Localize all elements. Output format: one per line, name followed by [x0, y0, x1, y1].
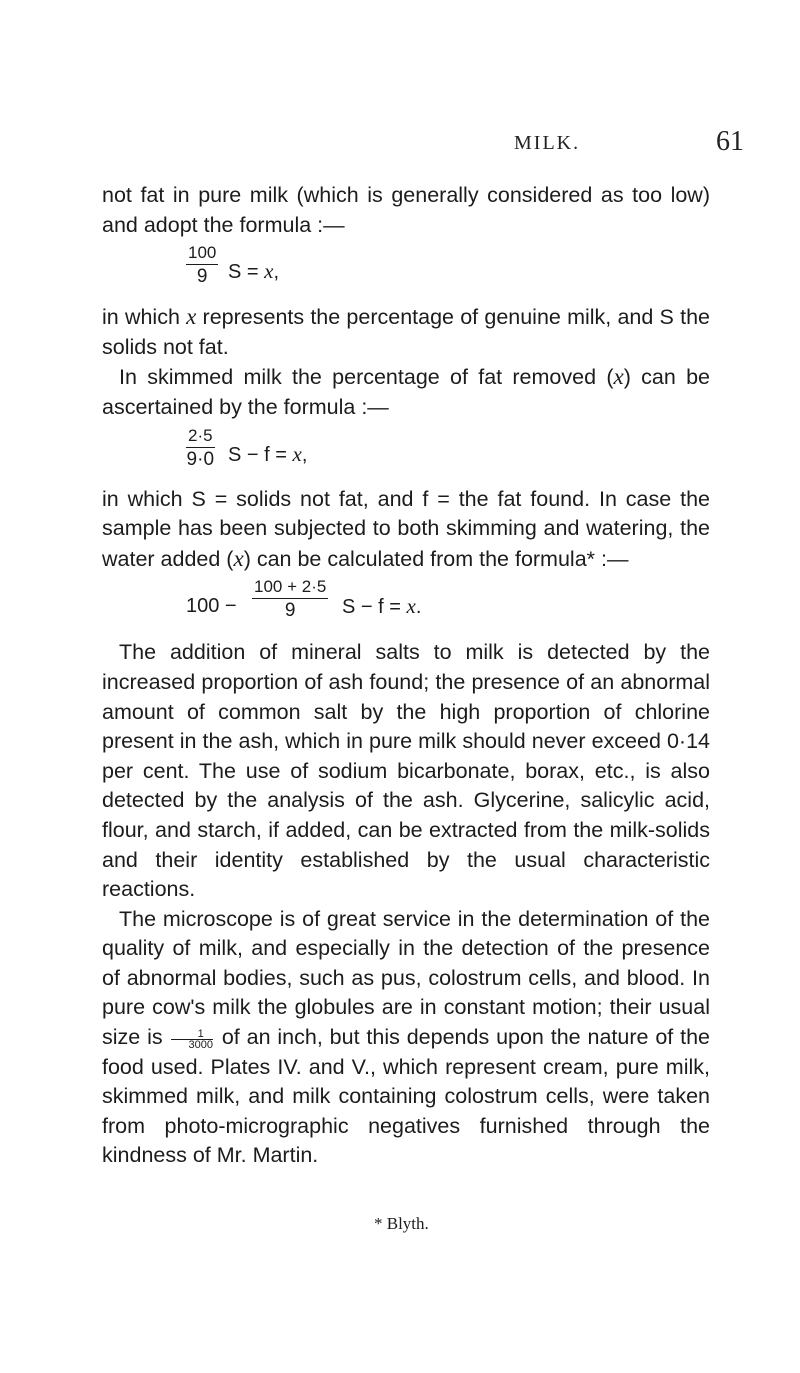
paragraph-mineral-salts: The addition of mineral salts to milk is detected by the increased proportion of ash found; the presence of an abnormal amount of common salt by the high proportion of chlorine present in the ash, which in pure milk should never exceed 0·14 per cent. The use of sodium bicarbonate, borax, etc., is also detected by the analysis of the ash. Glycerine, salicylic acid, flour, and starch, if added, can be extracted from the milk-solids and their identity established by the usual characteristic reactions. [102, 640, 710, 902]
fraction-bar [186, 447, 215, 448]
formula-3-rest: S − f = x. [342, 594, 422, 619]
formula-1-denominator: 9 [196, 266, 208, 288]
formula-3-lead: 100 − [186, 595, 237, 618]
formula-3-numerator: 100 + 2·5 [254, 577, 327, 597]
formula-1-numerator: 100 [188, 243, 217, 263]
formula-2-denominator: 9·0 [186, 448, 215, 470]
paragraph-continuation: not fat in pure milk (which is generally considered as too low) and adopt the formula :— [102, 183, 710, 237]
globule-size-fraction: $\frac{1}{3000}$ [171, 1029, 212, 1050]
running-title: MILK. [514, 132, 581, 154]
footnote: * Blyth. [374, 1214, 429, 1233]
body-text [102, 181, 710, 1171]
formula-1-rest: S = x, [228, 259, 280, 284]
paragraph-skimmed-milk: In skimmed milk the percentage of fat removed (x) can be ascertained by the formula :— [102, 364, 710, 419]
formula-2-fraction [186, 427, 215, 470]
page-number: 61 [716, 126, 744, 157]
formula-1-fraction [186, 244, 218, 287]
paragraph-genuine-milk-definition: in which x represents the percentage of genuine milk, and S the solids not fat. [102, 304, 710, 359]
formula-2-numerator: 2·5 [188, 425, 213, 445]
paragraph-microscope: The microscope is of great service in the determination of the quality of milk, and especially in the detection of the presence of abnormal bodies, such as pus, colostrum cells, and blood. In pure cow's milk the globules are in constant motion; their usual size is $\frac{1}{3000}$ of an inch, but this depends upon the nature of the food used. Plates IV. and V., which represent cream, pure milk, skimmed milk, and milk containing colostrum cells, were taken from photo-micrographic negatives furnished through the kindness of Mr. Martin. [102, 906, 710, 1168]
fraction-bar [252, 598, 328, 599]
formula-water-added [102, 574, 710, 638]
fraction-bar [186, 264, 218, 265]
page-header [0, 126, 800, 166]
formula-3-denominator: 9 [284, 600, 296, 622]
formula-fat-removed [102, 423, 710, 485]
formula-genuine-milk [102, 240, 710, 302]
formula-2-rest: S − f = x, [228, 441, 308, 466]
formula-3-fraction [252, 578, 328, 621]
paragraph-water-added: in which S = solids not fat, and f = the fat found. In case the sample has been subjected to both skimming and watering, the water added (x) can be calculated from the formula* :— [102, 486, 710, 571]
